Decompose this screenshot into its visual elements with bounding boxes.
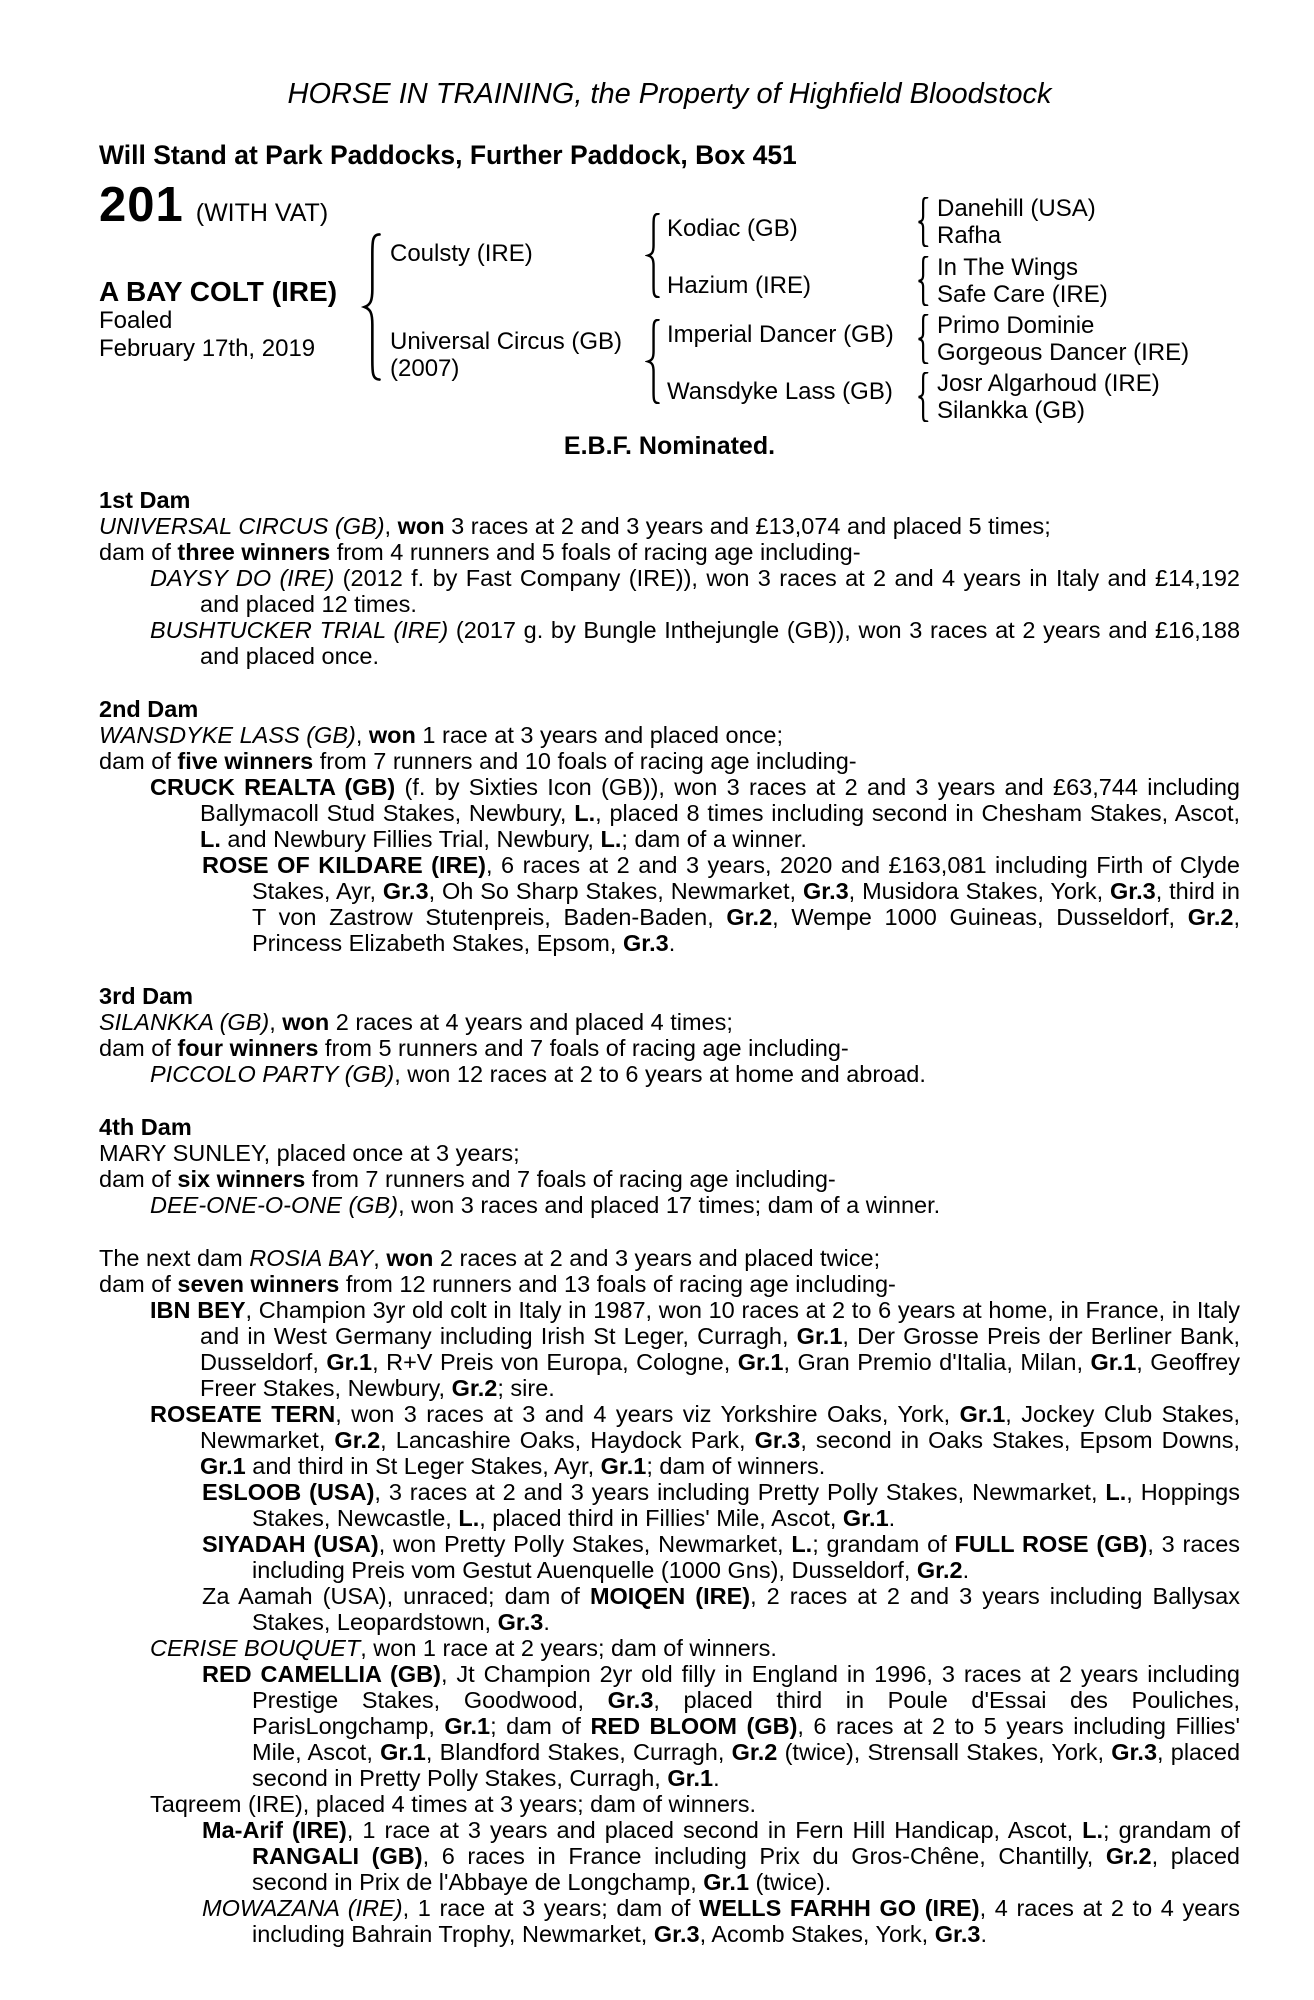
text-segment: , placed second in Pretty Polly Stakes, Curragh, xyxy=(252,1739,1241,1791)
text-segment: Taqreem (IRE), placed 4 times at 3 years; dam of winners. xyxy=(150,1791,757,1817)
text-segment: , placed third in Fillies' Mile, Ascot, xyxy=(479,1505,843,1531)
text-segment: three winners xyxy=(177,539,331,565)
catalogue-paragraph xyxy=(99,1817,1240,1895)
text-segment: from 7 runners and 7 foals of racing age including- xyxy=(305,1166,836,1192)
text-segment: Ma-Arif (IRE) xyxy=(202,1817,347,1843)
dam-section-heading: 4th Dam xyxy=(99,1114,192,1140)
text-segment: , 1 race at 3 years; dam of xyxy=(402,1895,700,1921)
pedigree-dam-name: Universal Circus (GB) xyxy=(390,328,623,355)
text-segment: Gr.3 xyxy=(607,1687,654,1713)
pedigree-brace-icon xyxy=(645,213,663,298)
text-segment: Gr.3 xyxy=(622,930,669,956)
page-title: HORSE IN TRAINING, the Property of Highfield Bloodstock xyxy=(287,78,1052,110)
text-segment: , Blandford Stakes, Curragh, xyxy=(425,1739,732,1765)
text-segment: MOIQEN (IRE) xyxy=(589,1583,751,1609)
pedigree-dam-year: (2007) xyxy=(390,355,460,382)
text-segment: , Jockey Club Stakes, Newmarket, xyxy=(200,1401,1240,1453)
pedigree-sire-sire: Kodiac (GB) xyxy=(667,215,798,242)
text-segment: CRUCK REALTA (GB) xyxy=(150,774,396,800)
text-segment: Gr.3 xyxy=(1109,878,1156,904)
text-segment: UNIVERSAL CIRCUS (GB) xyxy=(99,513,385,539)
text-segment: , won Pretty Polly Stakes, Newmarket, xyxy=(378,1531,792,1557)
text-segment: Gr.3 xyxy=(653,1921,700,1947)
text-segment: (2017 g. by Bungle Inthejungle (GB)), won 3 races at 2 years and £16,188 and placed once. xyxy=(200,617,1241,669)
text-segment: , 6 races at 2 and 3 years, 2020 and £163,081 including Firth of Clyde Stakes, Ayr, xyxy=(252,852,1240,904)
text-segment: . xyxy=(962,1557,970,1583)
text-segment: Gr.2 xyxy=(726,904,773,930)
catalogue-paragraph xyxy=(99,774,1240,852)
text-segment: The next dam xyxy=(99,1245,250,1271)
text-segment: SILANKKA (GB) xyxy=(99,1009,270,1035)
text-segment: MOWAZANA (IRE) xyxy=(202,1895,403,1921)
text-segment: Gr.3 xyxy=(754,1427,801,1453)
catalogue-paragraph xyxy=(99,1401,1240,1479)
catalogue-paragraph xyxy=(99,1009,1240,1035)
dam-section-heading: 1st Dam xyxy=(99,487,191,513)
text-segment: Gr.3 xyxy=(382,878,429,904)
text-segment: , Geoffrey Freer Stakes, Newbury, xyxy=(200,1349,1240,1401)
pedigree-gg-silankka: Silankka (GB) xyxy=(937,397,1086,424)
text-segment: , Musidora Stakes, York, xyxy=(848,878,1110,904)
foaled-label: Foaled xyxy=(99,307,173,334)
text-segment: four winners xyxy=(177,1035,319,1061)
text-segment: ROSE OF KILDARE (IRE) xyxy=(202,852,487,878)
text-segment: RED CAMELLIA (GB) xyxy=(202,1661,441,1687)
text-segment: , R+V Preis von Europa, Cologne, xyxy=(372,1349,738,1375)
text-segment: , Wempe 1000 Guineas, Dusseldorf, xyxy=(772,904,1188,930)
text-segment: ; dam of a winner. xyxy=(621,826,807,852)
catalogue-paragraph xyxy=(99,1583,1240,1635)
catalogue-paragraph xyxy=(99,1531,1240,1583)
text-segment: , Gran Premio d'Italia, Milan, xyxy=(783,1349,1091,1375)
text-segment: L. xyxy=(458,1505,480,1531)
pedigree-gg-in-the-wings: In The Wings xyxy=(937,254,1078,281)
text-segment: from 5 runners and 7 foals of racing age including- xyxy=(318,1035,849,1061)
lot-number: 201 xyxy=(99,178,184,232)
text-segment: ; grandam of xyxy=(812,1531,955,1557)
text-segment: , Acomb Stakes, York, xyxy=(699,1921,935,1947)
text-segment: , Oh So Sharp Stakes, Newmarket, xyxy=(428,878,803,904)
text-segment: , 1 race at 3 years and placed second in Fern Hill Handicap, Ascot, xyxy=(346,1817,1083,1843)
catalogue-paragraph xyxy=(99,1035,1240,1061)
text-segment: WANSDYKE LASS (GB) xyxy=(99,722,356,748)
text-segment: Gr.1 xyxy=(737,1349,784,1375)
text-segment: and third in St Leger Stakes, Ayr, xyxy=(245,1453,601,1479)
text-segment: Gr.1 xyxy=(959,1401,1006,1427)
text-segment: (2012 f. by Fast Company (IRE)), won 3 races at 2 and 4 years in Italy and £14,192 and placed 12 times. xyxy=(200,565,1240,617)
pedigree-brace-icon xyxy=(916,314,931,364)
pedigree-gg-josr-algarhoud: Josr Algarhoud (IRE) xyxy=(937,370,1160,397)
pedigree-dam-dam: Wansdyke Lass (GB) xyxy=(667,378,893,405)
catalogue-paragraph xyxy=(99,1479,1240,1531)
text-segment: , 2 races at 2 and 3 years including Ballysax Stakes, Leopardstown, xyxy=(252,1583,1240,1635)
stand-location-line: Will Stand at Park Paddocks, Further Paddock, Box 451 xyxy=(99,140,797,170)
pedigree-brace-icon xyxy=(916,256,931,306)
text-segment: ; dam of winners. xyxy=(646,1453,826,1479)
text-segment: , 4 races at 2 to 4 years including Bahrain Trophy, Newmarket, xyxy=(252,1895,1240,1947)
text-segment: and Newbury Fillies Trial, Newbury, xyxy=(220,826,601,852)
catalogue-paragraph xyxy=(99,565,1240,617)
text-segment: won xyxy=(397,513,445,539)
text-segment: , Der Grosse Preis der Berliner Bank, Dusseldorf, xyxy=(200,1323,1240,1375)
text-segment: DAYSY DO (IRE) xyxy=(150,565,335,591)
text-segment: , Jt Champion 2yr old filly in England in 1996, 3 races at 2 years including Prestige Stakes, Goodwood, xyxy=(252,1661,1240,1713)
text-segment: Gr.2 xyxy=(334,1427,381,1453)
text-segment: RANGALI (GB) xyxy=(252,1843,423,1869)
dam-section-heading: 3rd Dam xyxy=(99,983,194,1009)
catalogue-paragraph xyxy=(99,1166,1240,1192)
text-segment: Gr.3 xyxy=(802,878,849,904)
text-segment: ROSIA BAY xyxy=(249,1245,374,1271)
text-segment: dam of xyxy=(99,748,178,774)
text-segment: Gr.3 xyxy=(934,1921,981,1947)
catalogue-paragraph xyxy=(99,1192,1240,1218)
text-segment: Gr.2 xyxy=(731,1739,778,1765)
pedigree-dam xyxy=(390,328,622,382)
text-segment: (f. by Sixties Icon (GB)), won 3 races at 2 and 3 years and £63,744 including Ballymacoll Stud Stakes, Newbury, xyxy=(200,774,1240,826)
pedigree-brace-icon xyxy=(360,233,386,381)
text-segment: six winners xyxy=(177,1166,306,1192)
text-segment: 3 races at 2 and 3 years and £13,074 and placed 5 times; xyxy=(444,513,1051,539)
text-segment: Gr.1 xyxy=(444,1713,491,1739)
text-segment: Gr.2 xyxy=(451,1375,498,1401)
catalogue-paragraph xyxy=(99,1297,1240,1401)
text-segment: Gr.1 xyxy=(796,1323,843,1349)
text-segment: won xyxy=(282,1009,330,1035)
text-segment: Gr.2 xyxy=(1105,1843,1152,1869)
catalogue-paragraph xyxy=(99,1661,1240,1791)
text-segment: Gr.1 xyxy=(1090,1349,1137,1375)
text-segment: won xyxy=(368,722,416,748)
catalogue-paragraph xyxy=(99,1635,1240,1661)
text-segment: Gr.2 xyxy=(916,1557,963,1583)
pedigree-dam-sire: Imperial Dancer (GB) xyxy=(667,321,894,348)
text-segment: , won 1 race at 2 years; dam of winners. xyxy=(360,1635,777,1661)
pedigree-gg-primo-dominie: Primo Dominie xyxy=(937,312,1095,339)
text-segment: 2 races at 4 years and placed 4 times; xyxy=(329,1009,733,1035)
pedigree-gg-gorgeous-dancer: Gorgeous Dancer (IRE) xyxy=(937,339,1190,366)
text-segment: FULL ROSE (GB) xyxy=(954,1531,1148,1557)
text-segment: , won 3 races at 3 and 4 years viz Yorkshire Oaks, York, xyxy=(335,1401,960,1427)
lot-line xyxy=(99,178,329,232)
text-segment: IBN BEY xyxy=(150,1297,246,1323)
text-segment: , placed 8 times including second in Chesham Stakes, Ascot, xyxy=(595,800,1240,826)
text-segment: , 6 races in France including Prix du Gros-Chêne, Chantilly, xyxy=(422,1843,1106,1869)
ebf-nominated-line: E.B.F. Nominated. xyxy=(563,432,776,460)
pedigree-brace-icon xyxy=(916,372,931,422)
text-segment: ROSEATE TERN xyxy=(150,1401,336,1427)
text-segment: ; dam of xyxy=(490,1713,591,1739)
text-segment: 1 race at 3 years and placed once; xyxy=(415,722,783,748)
text-segment: L. xyxy=(1105,1479,1127,1505)
text-segment: seven winners xyxy=(177,1271,340,1297)
pedigree-gg-rafha: Rafha xyxy=(937,222,1002,249)
text-segment: , xyxy=(269,1009,283,1035)
text-segment: , Princess Elizabeth Stakes, Epsom, xyxy=(252,904,1241,956)
dam-section-heading: 2nd Dam xyxy=(99,696,199,722)
text-segment: L. xyxy=(1082,1817,1104,1843)
text-segment: Gr.1 xyxy=(703,1869,750,1895)
text-segment: , won 12 races at 2 to 6 years at home and abroad. xyxy=(394,1061,926,1087)
text-segment: from 7 runners and 10 foals of racing age including- xyxy=(313,748,857,774)
text-segment: dam of xyxy=(99,1271,178,1297)
lot-vat-note: (WITH VAT) xyxy=(195,199,329,227)
horse-name: A BAY COLT (IRE) xyxy=(99,276,338,307)
text-segment: Gr.3 xyxy=(1111,1739,1158,1765)
text-segment: RED BLOOM (GB) xyxy=(590,1713,798,1739)
text-segment: MARY SUNLEY, placed once at 3 years; xyxy=(99,1140,520,1166)
pedigree-sire-dam: Hazium (IRE) xyxy=(667,272,812,299)
catalogue-paragraph xyxy=(99,1245,1240,1271)
pedigree-brace-icon xyxy=(916,197,931,247)
text-segment: Gr.2 xyxy=(1187,904,1234,930)
text-segment: Gr.1 xyxy=(667,1765,714,1791)
text-segment: . xyxy=(543,1609,550,1635)
text-segment: dam of xyxy=(99,1166,178,1192)
text-segment: . xyxy=(713,1765,720,1791)
pedigree-brace-icon xyxy=(645,319,663,404)
catalogue-paragraph xyxy=(99,722,1240,748)
catalogue-paragraph xyxy=(99,539,1240,565)
pedigree-table xyxy=(99,178,1240,430)
text-segment: , won 3 races and placed 17 times; dam of a winner. xyxy=(398,1192,941,1218)
text-segment: L. xyxy=(200,826,221,852)
text-segment: . xyxy=(980,1921,988,1947)
text-segment: ; grandam of xyxy=(1103,1817,1240,1843)
pedigree-sire: Coulsty (IRE) xyxy=(390,240,533,267)
pedigree-gg-safe-care: Safe Care (IRE) xyxy=(937,281,1108,308)
text-segment: , Champion 3yr old colt in Italy in 1987, won 10 races at 2 to 6 years at home, in France, in Italy and in West Germany including Irish St Leger, Curragh, xyxy=(200,1297,1241,1349)
text-segment: Gr.1 xyxy=(326,1349,373,1375)
text-segment: , 6 races at 2 to 5 years including Fillies' Mile, Ascot, xyxy=(252,1713,1240,1765)
text-segment: (twice), Strensall Stakes, York, xyxy=(777,1739,1112,1765)
text-segment: Gr.3 xyxy=(497,1609,544,1635)
text-segment: , Lancashire Oaks, Haydock Park, xyxy=(380,1427,755,1453)
text-segment: L. xyxy=(791,1531,813,1557)
text-segment: Gr.1 xyxy=(200,1453,246,1479)
horse-summary xyxy=(99,276,337,363)
pedigree-gg-danehill: Danehill (USA) xyxy=(937,195,1096,222)
text-segment: dam of xyxy=(99,1035,178,1061)
text-segment: from 4 runners and 5 foals of racing age including- xyxy=(330,539,861,565)
text-segment: CERISE BOUQUET xyxy=(150,1635,361,1661)
text-segment: DEE-ONE-O-ONE (GB) xyxy=(150,1192,399,1218)
text-segment: . xyxy=(888,1505,896,1531)
text-segment: five winners xyxy=(177,748,314,774)
text-segment: , 3 races at 2 and 3 years including Pretty Polly Stakes, Newmarket, xyxy=(374,1479,1106,1505)
text-segment: BUSHTUCKER TRIAL (IRE) xyxy=(150,617,449,643)
text-segment: L. xyxy=(600,826,622,852)
text-segment: 2 races at 2 and 3 years and placed twice; xyxy=(433,1245,881,1271)
text-segment: , xyxy=(355,722,369,748)
text-segment: SIYADAH (USA) xyxy=(202,1531,379,1557)
text-segment: (twice). xyxy=(749,1869,832,1895)
text-segment: WELLS FARHH GO (IRE) xyxy=(699,1895,980,1921)
catalogue-paragraph xyxy=(99,1061,1240,1087)
text-segment: , xyxy=(373,1245,387,1271)
catalogue-paragraph xyxy=(99,748,1240,774)
text-segment: won xyxy=(386,1245,434,1271)
catalogue-paragraph xyxy=(99,1895,1240,1947)
text-segment: from 12 runners and 13 foals of racing age including- xyxy=(339,1271,896,1297)
catalogue-paragraph xyxy=(99,617,1240,669)
catalogue-paragraph xyxy=(99,1271,1240,1297)
text-segment: , Hoppings Stakes, Newcastle, xyxy=(252,1479,1240,1531)
text-segment: , second in Oaks Stakes, Epsom Downs, xyxy=(800,1427,1241,1453)
text-segment: Gr.1 xyxy=(842,1505,889,1531)
text-segment: Gr.1 xyxy=(380,1739,426,1765)
text-segment: , placed second in Prix de l'Abbaye de Longchamp, xyxy=(252,1843,1241,1895)
text-segment: , xyxy=(384,513,398,539)
text-segment: , 3 races including Preis vom Gestut Auenquelle (1000 Gns), Dusseldorf, xyxy=(252,1531,1241,1583)
text-segment: , third in T von Zastrow Stutenpreis, Baden-Baden, xyxy=(252,878,1240,930)
text-segment: Gr.1 xyxy=(600,1453,647,1479)
text-segment: , placed third in Poule d'Essai des Pouliches, ParisLongchamp, xyxy=(252,1687,1240,1739)
text-segment: . xyxy=(668,930,676,956)
catalogue-paragraph xyxy=(99,1791,1240,1817)
catalogue-paragraph xyxy=(99,1140,1240,1166)
text-segment: L. xyxy=(574,800,596,826)
foaled-date: February 17th, 2019 xyxy=(99,335,316,362)
text-segment: Za Aamah (USA), unraced; dam of xyxy=(202,1583,590,1609)
text-segment: dam of xyxy=(99,539,178,565)
text-segment: ESLOOB (USA) xyxy=(202,1479,375,1505)
text-segment: ; sire. xyxy=(497,1375,555,1401)
catalogue-paragraph xyxy=(99,852,1240,956)
catalogue-body xyxy=(99,487,1240,1947)
catalogue-paragraph xyxy=(99,513,1240,539)
text-segment: PICCOLO PARTY (GB) xyxy=(150,1061,395,1087)
